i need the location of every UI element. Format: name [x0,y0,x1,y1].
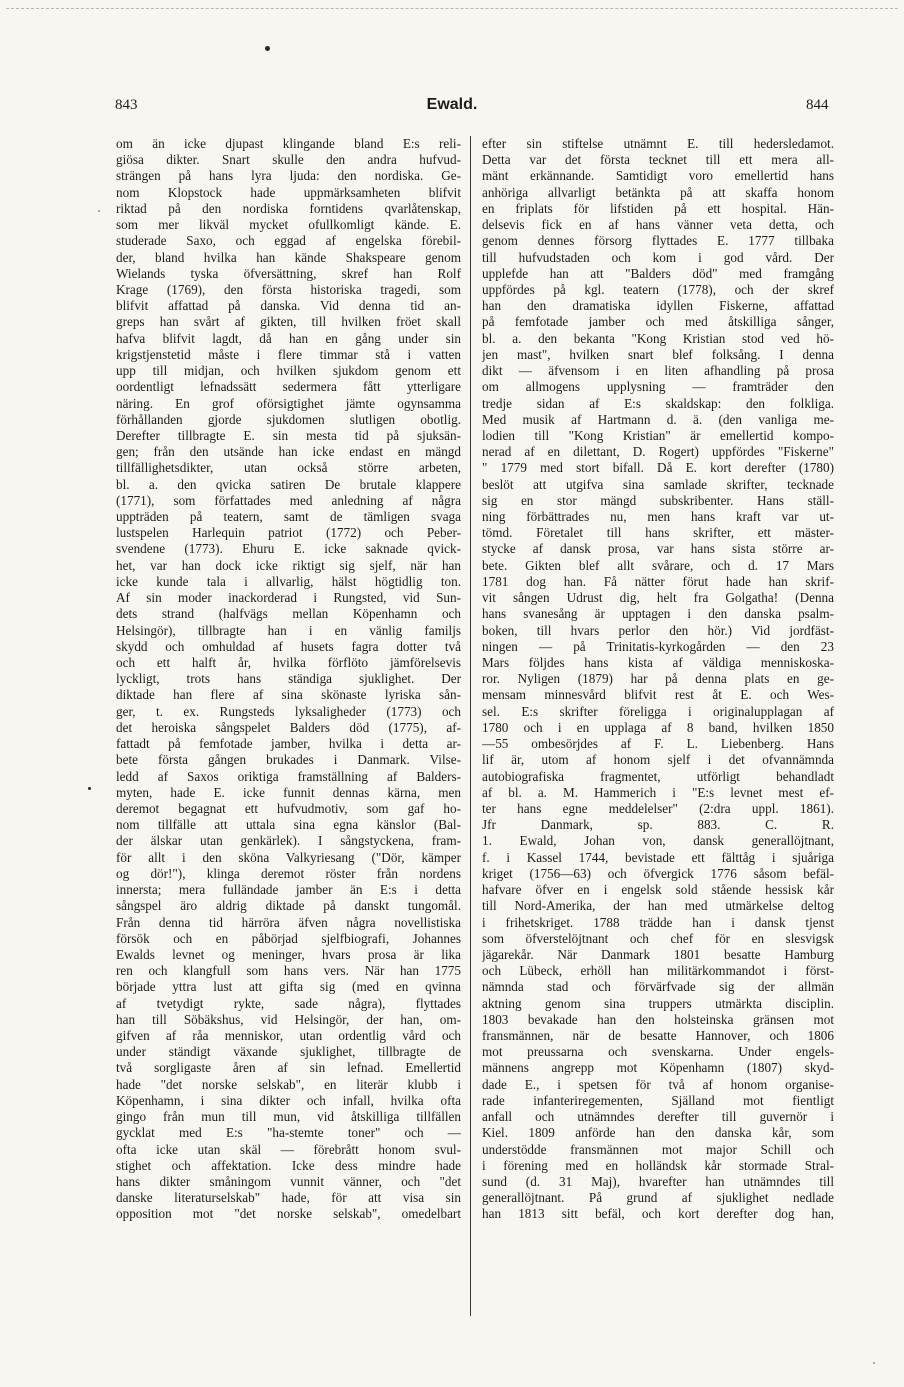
text-line: uppträden på teatern, samt de tämligen svaga [116,509,461,525]
text-line: Detta var det första tecknet till ett mera all- [482,152,834,168]
text-line: Af sin moder inackorderad i Rungsted, vid Sun- [116,590,461,606]
text-line: aktning genom sina truppers utmärkta disciplin. [482,995,834,1011]
text-line: i förening med en holländsk kår stormade Stral- [482,1157,834,1173]
text-line: icke kunde tala i allvarlig, hälst högtidlig ton. [116,573,461,589]
ink-speck [88,787,91,790]
text-line: männens angrepp mot Köpenhamn (1807) skyd- [482,1060,834,1076]
text-line: som mer likväl mycket ofullkomligt kände. E. [116,217,461,233]
text-line: (1771), som författades med anledning af några [116,492,461,508]
text-line: till hufvudstaden och kom i god vård. Der [482,249,834,265]
text-line: Mars följdes hans kista af väldiga menniskoska- [482,655,834,670]
ink-speck [98,210,100,212]
text-line: vit sången Udrust dig, helt fra Golgatha! (Denna [482,590,834,606]
text-line: deremot begagnat ett hufvudmotiv, som gaf ho- [116,800,461,816]
text-line: bl. a. den bekanta "Kong Kristian stod ved hö- [482,330,834,346]
text-line: tömd. Företalet till hans skrifter, ett mäster- [482,525,834,541]
text-line: strängen på hans lyra ljuda: den nordiska. Ge- [116,168,461,184]
text-line: i frihetskriget. 1788 trädde han i dansk tjenst [482,914,834,930]
text-line: og dör!"), klinga deremot röster från nordens [116,865,461,881]
text-line: mänt erkännande. Samtidigt voro emellertid hans [482,168,834,184]
text-line: han 1813 sitt befäl, och kort derefter dog han, [482,1206,834,1222]
right-text-column [482,136,834,1223]
text-line: ningen — på Trinitatis-kyrkogården — den 23 [482,638,834,654]
text-line: nom Klopstock hade uppmärksamheten blifvit [116,184,461,200]
text-line: Från denna tid härröra äfven några novellistiska [116,914,461,930]
text-line: under ständigt växande sjuklighet, tillbragte de [116,1044,461,1060]
text-line: beslöt att utgifva sina samlade skrifter, tecknade [482,476,834,492]
text-line: Jfr Danmark, sp. 883. C. R. [482,817,834,833]
text-line: stighet och affektation. Icke dess mindre hade [116,1157,461,1173]
text-line: nämnda stad och förvärfvade sig der allmän [482,979,834,995]
text-line: skydd och omhuldad af husets fagra dotter två [116,638,461,654]
text-line: det heroiska sångspelet Balders död (1775), af- [116,719,461,735]
text-line: generallöjtnant. På grund af sjuklighet nedlade [482,1190,834,1206]
text-line: jen mast", hvilken snart blef folksång. I denna [482,346,834,362]
text-line: på femfotade jamber och med åtskilliga sånger, [482,314,834,330]
text-line: riktad på den nordiska forntidens qvarlåtenskap, [116,200,461,216]
right-page-number: 844 [806,97,829,113]
text-line: —55 ombesörjdes af F. L. Liebenberg. Hans [482,736,834,752]
text-line: sel. E:s skrifter föreligga i originalupplagan af [482,703,834,719]
text-line: Med musik af Hartmann d. ä. (den vanliga me- [482,411,834,427]
text-line: som öfverstelöjtnant och chef för en slesvigsk [482,930,834,946]
text-line: rade infanteriregementen, Själland mot fientligt [482,1092,834,1108]
text-line: jägarekår. När Danmark 1801 besatte Hamburg [482,946,834,962]
text-line: het, var han dock icke riktigt sig sjelf, när han [116,557,461,573]
text-line: ror. Nyligen (1879) har på denna plats en ge- [482,671,834,687]
text-line: af bl. a. M. Hammerich i "E:s levnet mest ef- [482,784,834,800]
text-line: delsevis fick en af hans vänner veta detta, och [482,217,834,233]
text-line: dets strand (halfvägs mellan Köpenhamn och [116,606,461,622]
text-line: 1781 dog han. Få nätter förut hade han skrif- [482,573,834,589]
text-line: gen; från den utsände han icke endast en mängd [116,444,461,460]
text-line: krigstjenstetid måste i flere timmar stå i vatten [116,346,461,362]
text-line: om allmogens upplysning — framträder den [482,379,834,395]
text-line: om än icke djupast klingande bland E:s reli- [116,136,461,151]
left-text-column [116,136,461,1223]
text-line: två sorgligaste åren af sin lefnad. Emellertid [116,1060,461,1076]
text-line: näring. En grof oförsigtighet jämte ogynsamma [116,395,461,411]
ink-speck [265,46,270,51]
text-line: hafva blifvit lagdt, då han en gång under sin [116,330,461,346]
text-line: dikt — äfvensom i en liten afhandling på prosa [482,363,834,379]
text-line: ning förbättrades nu, men hans kraft var ut- [482,509,834,525]
text-line: f. i Kassel 1744, bevistade ett fälttåg i sjuåriga [482,849,834,865]
text-line: understödde fransmännen mot major Schill och [482,1141,834,1157]
text-line: genom dennes försorg flyttades E. 1777 tillbaka [482,233,834,249]
text-line: Derefter tillbragte E. sin mesta tid på sjuksän- [116,427,461,443]
text-line: dade E., i spetsen för två af honom organise- [482,1076,834,1092]
text-line: danske literaturselskab" hade, för att visa sin [116,1190,461,1206]
text-line: efter sin stiftelse utnämnt E. till hedersledamot. [482,136,834,151]
text-line: 1780 och i en upplaga af 8 band, hvilken 1850 [482,719,834,735]
text-line: svendene (1773). Ehuru E. icke saknade qvick- [116,541,461,557]
text-line: han den dramatiska idyllen Fiskerne, affattad [482,298,834,314]
text-line: oordentligt lefnadssätt sedermera fått ytterligare [116,379,461,395]
text-line: blifvit affattad på danska. Vid denna tid an- [116,298,461,314]
text-line: studerade Saxo, och eggad af engelska förebil- [116,233,461,249]
text-line: nom tillfälle att uttala sina egna känslor (Bal- [116,817,461,833]
text-line: anfall och utnämndes derefter till guvernör i [482,1109,834,1125]
text-line: diktade han flere af sina skönaste lyriska sån- [116,687,461,703]
top-edge-rule [6,8,898,9]
text-line: 1. Ewald, Johan von, dansk generallöjtnant, [482,833,834,849]
text-line: började yttra lust att gifta sig (med en qvinna [116,979,461,995]
text-line: lyckligt, trots hans ständiga sjuklighet. Der [116,671,461,687]
text-line: gifven af råa menniskor, utan ordentlig vård och [116,1028,461,1044]
text-line: hans dikter småningom vunnit vänner, och "det [116,1174,461,1189]
text-line: bete första gången brukades i Danmark. Vilse- [116,752,461,768]
text-line: tillfällighetsdikter, utan också större arbeten, [116,460,461,476]
text-line: af tvetydigt rykte, sade några), flyttades [116,995,461,1011]
text-line: fransmännen, när de besatte Hannover, och 1806 [482,1028,834,1044]
text-line: Krage (1769), den första historiska tragedi, som [116,281,461,297]
text-line: upplefde han att "Balders död" med framgång [482,265,834,281]
text-line: ren och klangfull som hans vers. När han 1775 [116,963,461,979]
text-line: nerad af en dilettant, D. Rogert) uppfördes "Fiskerne" [482,444,834,460]
text-line: Wielands tyska öfversättning, skref han Rolf [116,265,461,281]
text-line: lif är, utom af honom sjelf i det ofvannämnda [482,752,834,768]
text-line: anhöriga allvarligt betänkta på att skaffa honom [482,184,834,200]
text-line: gingo från mun till mun, vid åtskilliga tillfällen [116,1109,461,1125]
text-line: till Nord-Amerika, der han med utmärkelse deltog [482,898,834,914]
text-line: lustspelen Harlequin patriot (1772) och Peber- [116,525,461,541]
text-line: Helsingör), tillbragte han i en vänlig familjs [116,622,461,638]
text-line: greps han svårt af gikten, till hvilken fröet skall [116,314,461,330]
text-line: upp till midjan, och hvilken sjukdom genom ett [116,363,461,379]
text-line: mensam minnesvård blifvit rest åt E. och Wes- [482,687,834,703]
text-line: Ewalds levnet og meninger, hvars prosa är lika [116,946,461,962]
text-line: bl. a. den qvicka satiren De brutale klappere [116,476,461,492]
text-line: 1803 bevakade han den holsteinska gränsen mot [482,1011,834,1027]
text-line: försök och en påbörjad sjelfbiografi, Johannes [116,930,461,946]
text-line: tredje sidan af E:s skaldskap: den folkliga. [482,395,834,411]
text-line: hans svanesång är upptagen i den danska psalm- [482,606,834,622]
text-line: han till Söbäkshus, vid Helsingör, der han, om- [116,1011,461,1027]
text-line: innersta; mera fulländade jamber än E:s i detta [116,882,461,898]
ink-speck [873,1362,875,1364]
text-line: för allt i den sköna Valkyriesang ("Dör, kämper [116,849,461,865]
column-divider [470,136,471,1316]
text-line: der älskar utan genkärlek). I sångstyckena, fram- [116,833,461,849]
text-line: stycke af dansk prosa, var hans sista större ar- [482,541,834,557]
text-line: fattadt på femfotade jamber, hvilka i detta ar- [116,736,461,752]
left-page-number: 843 [115,97,138,113]
text-line: boken, till hvars perlor den hör.) Vid jordfäst- [482,622,834,638]
text-line: der, bland hvilka han kände Shakspeare genom [116,249,461,265]
text-line: uppfördes på kgl. teatern (1778), och der skref [482,281,834,297]
text-line: ter hans egne meddelelser" (2:dra uppl. 1861). [482,800,834,816]
text-line: sig en stor mängd subskribenter. Hans ställ- [482,492,834,508]
text-line: ledd af Saxos oriktiga framställning af Balders- [116,768,461,784]
text-line: giösa dikter. Snart skulle den andra hufvud- [116,152,461,168]
text-line: autobiografiska fragmentet, utförligt behandladt [482,768,834,784]
text-line: kriget (1756—63) och öfvergick 1776 såsom befäl- [482,865,834,881]
text-line: och ett halft år, hvilka förflöto jämförelsevis [116,655,461,670]
text-line: hafvare öfver en i engelsk sold stående hessisk kår [482,882,834,898]
text-line: mot preussarna och svenskarna. Under engels- [482,1044,834,1060]
text-line: ofta icke utan skäl — förebrått honom svul- [116,1141,461,1157]
text-line: ger, t. ex. Rungsteds lyksaligheder (1773) och [116,703,461,719]
text-line: Kiel. 1809 anförde han den danska kår, som [482,1125,834,1141]
text-line: förhållanden gjorde sjukdomen slutligen obotlig. [116,411,461,427]
text-line: och Lübeck, erhöll han militärkommandot i först- [482,963,834,979]
text-line: gycklat med E:s "ha-stemte toner" och — [116,1125,461,1141]
text-line: sund (d. 31 Maj), hvarefter han utnämndes till [482,1174,834,1189]
text-line: sångspel äro aldrig diktade på danskt tungomål. [116,898,461,914]
text-line: lodien till "Kong Kristian" är emellertid kompo- [482,427,834,443]
text-line: en friplats för lifstiden på ett hospital. Hän- [482,200,834,216]
text-line: bete. Gikten blef allt svårare, och d. 17 Mars [482,557,834,573]
text-line: " 1779 med stort bifall. Då E. kort derefter (1780) [482,460,834,476]
running-head-title: Ewald. [426,96,478,113]
text-line: myten, hade E. icke funnit dennas kärna, men [116,784,461,800]
text-line: hade "det norske selskab", en literär klubb i [116,1076,461,1092]
text-line: opposition mot "det norske selskab", omedelbart [116,1206,461,1222]
text-line: Köpenhamn, i sina dikter och infall, hvilka ofta [116,1092,461,1108]
